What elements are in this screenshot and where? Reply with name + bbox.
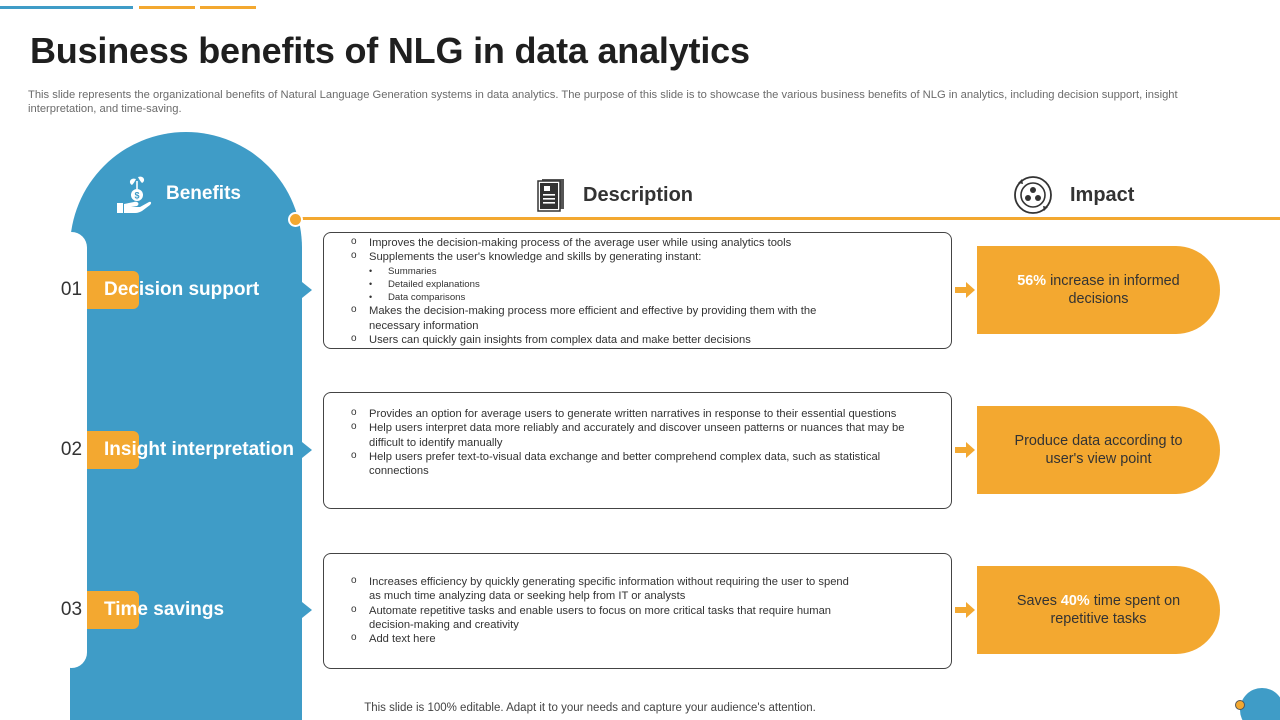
- impact-header: [1012, 175, 1134, 215]
- description-box-time-savings: [323, 553, 952, 669]
- impact-card-decision-support: [977, 246, 1220, 334]
- impact-text: [1007, 272, 1190, 308]
- description-bullet: [324, 250, 951, 304]
- impact-text: [1007, 592, 1190, 628]
- description-bullet: o Improves the decision-making process of the average user while using analytics tools: [324, 236, 951, 250]
- impact-card-time-savings: [977, 566, 1220, 654]
- arrow-right-icon: [953, 438, 977, 462]
- header-divider-line: [296, 217, 1280, 220]
- svg-text:$: $: [134, 190, 140, 201]
- arrow-right-icon: [953, 278, 977, 302]
- accent-bar-blue: [0, 6, 133, 9]
- impact-text-body: time spent on repetitive tasks: [1050, 593, 1181, 627]
- impact-text: Produce data according to user's view point: [1014, 433, 1183, 467]
- document-icon: [535, 177, 567, 213]
- page-subtitle: This slide represents the organizational benefits of Natural Language Generation systems in data analytics. The purpose of this slide is to showcase the various business benefits of NLG in analytics, including decision support, insight interpretation, and time-saving.: [28, 89, 1178, 115]
- benefits-column: [70, 132, 302, 720]
- benefit-label-insight-interpretation: Insight interpretation: [104, 439, 294, 460]
- impact-text-body: increase in informed decisions: [1046, 273, 1180, 307]
- benefits-header: [116, 172, 241, 216]
- description-bullet: o Provides an option for average users to generate written narratives in response to their essential questions: [324, 407, 911, 421]
- description-heading: Description: [583, 183, 694, 206]
- description-bullet: o Increases efficiency by quickly generating specific information without requiring the user to spend as much time analyzing data or seeking help from IT or analysts: [324, 575, 856, 604]
- corner-decoration: [1240, 688, 1280, 720]
- description-bullet-text: Supplements the user's knowledge and skills by generating instant:: [369, 251, 702, 264]
- row-number: 01: [60, 279, 83, 300]
- impact-prefix: Saves: [1016, 593, 1061, 609]
- row-number: 02: [60, 439, 83, 460]
- benefits-heading: Benefits: [166, 183, 241, 204]
- impact-highlight: 56%: [1017, 273, 1047, 289]
- money-plant-hand-icon: [116, 173, 152, 215]
- impact-highlight: 40%: [1060, 593, 1090, 609]
- description-bullet: o Makes the decision-making process more efficient and effective by providing them with the necessary information: [324, 304, 951, 333]
- header-divider-dot: [288, 212, 303, 227]
- benefit-label-time-savings: Time savings: [104, 599, 225, 620]
- description-bullet: o Users can quickly gain insights from complex data and make better decisions: [324, 333, 951, 347]
- sub-bullet: • Summaries: [369, 265, 951, 278]
- row-pointer: [302, 602, 312, 618]
- description-box-insight-interpretation: [323, 392, 952, 509]
- description-box-decision-support: [323, 232, 952, 349]
- description-bullet: o Add text here: [324, 632, 856, 646]
- description-bullet: o Automate repetitive tasks and enable users to focus on more critical tasks that require human decision-making and creativity: [324, 604, 856, 633]
- row-pointer: [302, 442, 312, 458]
- impact-target-icon: [1012, 174, 1054, 216]
- page-title: Business benefits of NLG in data analytics: [30, 30, 750, 71]
- description-bullet: o Help users prefer text-to-visual data exchange and better comprehend complex data, such as statistical connections: [324, 450, 911, 479]
- corner-dot: [1235, 700, 1245, 710]
- impact-card-insight-interpretation: [977, 406, 1220, 494]
- arrow-right-icon: [953, 598, 977, 622]
- accent-bar-orange-1: [139, 6, 195, 9]
- accent-bar-orange-2: [200, 6, 256, 9]
- sub-bullet: • Detailed explanations: [369, 278, 951, 291]
- description-header: [535, 175, 693, 215]
- row-number: 03: [60, 599, 83, 620]
- impact-heading: Impact: [1070, 183, 1135, 206]
- benefit-label-decision-support: Decision support: [104, 279, 260, 300]
- sub-bullet: • Data comparisons: [369, 291, 951, 304]
- footer-note: This slide is 100% editable. Adapt it to your needs and capture your audience's attention.: [364, 702, 816, 714]
- description-bullet: o Help users interpret data more reliably and accurately and discover unseen patterns or nuances that may be difficult to identify manually: [324, 421, 911, 450]
- row-pointer: [302, 282, 312, 298]
